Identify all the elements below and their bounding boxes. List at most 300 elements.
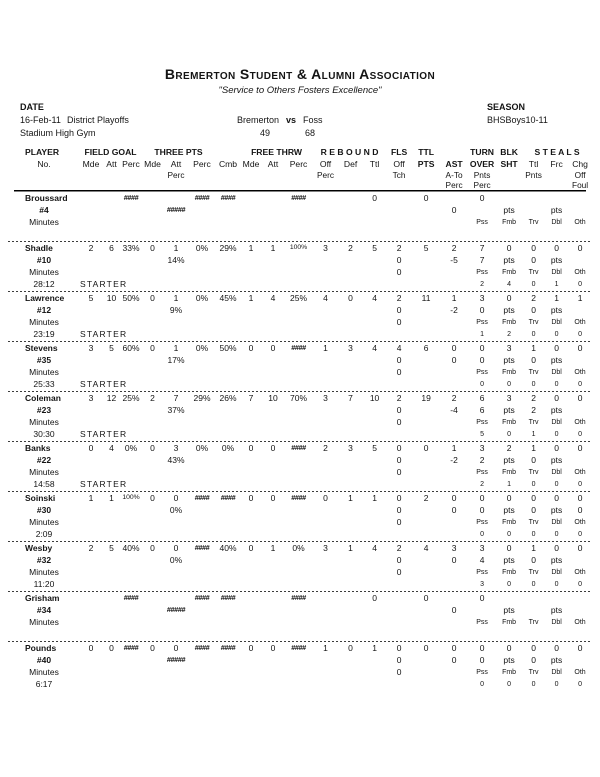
stat-value [496,192,522,204]
stat-value: 1 [270,243,276,253]
stat-cell [262,354,284,366]
stat-cell [440,478,468,490]
col-sub3 [121,180,141,190]
stat-value: 3 [479,543,485,553]
oth-label: Oth [574,418,586,426]
stat-cell [386,578,412,590]
col-sub: Ttl [369,159,380,169]
col-sub2: Pnts [525,170,542,180]
stat-cell [240,604,262,616]
stat-value: #### [291,593,306,602]
steal-sub-value [568,654,592,666]
stat-cell [188,678,216,690]
starter-label [80,628,141,640]
col-group-steals: S T E A L S [534,147,580,157]
turnover-pnts-value [468,604,496,616]
stat-cell [313,354,338,366]
stat-cell [412,454,440,466]
stat-value: 0 [423,193,429,203]
stat-cell [412,378,440,390]
steal-sub-value: 0 [577,505,583,515]
pts-label: pts [503,405,515,415]
stat-value: 25% [290,293,308,303]
col-sub: Mde [82,159,100,169]
oth-label: Oth [574,268,586,276]
fls-tch-value: 0 [396,305,402,315]
stat-cell [121,404,141,416]
stat-cell [164,278,188,290]
stat-cell [363,678,386,690]
fls-tch-value: 0 [396,655,402,665]
pts-label: pts [503,255,515,265]
stat-cell [141,328,164,340]
stat-cell [262,204,284,216]
stat-cell [338,628,363,640]
stat-cell [188,504,216,516]
col-sub2: Perc [167,170,185,180]
stat-cell [284,316,313,328]
stat-cell [188,404,216,416]
player-number: #35 [36,355,52,365]
pts-label: pts [503,505,515,515]
steal-sub-value: 0 [531,355,536,365]
stat-cell [188,266,216,278]
stat-cell [141,478,164,490]
stat-value: #### [291,443,306,452]
stat-cell [240,228,262,240]
minutes-label: Minutes [29,267,59,277]
player-name: Lawrence [25,293,65,303]
misc-stat-value [522,228,545,240]
stat-value: 0% [124,443,138,453]
oth-label: Oth [574,618,586,626]
misc-stat-value [468,628,496,640]
dbl-label: Dbl [551,268,562,276]
pts-label: pts [550,555,563,565]
stat-cell [284,478,313,490]
stat-cell [440,666,468,678]
stat-value: 1 [451,293,457,303]
stat-value [386,592,412,604]
dbl-label: Dbl [551,518,562,526]
stat-cell [121,354,141,366]
stat-cell [440,466,468,478]
stat-cell [188,478,216,490]
col-sub2 [121,170,141,180]
stat-cell [240,554,262,566]
stat-value: 3 [348,343,353,353]
col-sub2 [216,170,240,180]
stat-value: 2 [451,393,457,403]
stat-value: 33% [122,243,140,253]
stat-cell [141,304,164,316]
stat-cell [240,504,262,516]
col-sub2 [141,170,164,180]
stat-cell [102,316,121,328]
stat-value: 19 [421,393,431,403]
stat-value: 0 [577,643,583,653]
stat-value: 10 [268,393,278,403]
stat-value: 4 [270,293,276,303]
stat-cell [338,516,363,528]
stat-cell [284,404,313,416]
stat-cell [262,454,284,466]
stat-cell [121,466,141,478]
starter-label: STARTER [80,379,128,389]
stat-cell [313,466,338,478]
col-sub2: Perc [317,170,335,180]
stat-cell [412,304,440,316]
stat-value: 0 [506,293,512,303]
stat-cell [216,378,240,390]
stat-cell [412,478,440,490]
fls-tch-value: 0 [396,555,402,565]
stat-cell [102,204,121,216]
stat-cell [102,504,121,516]
stat-cell [338,266,363,278]
stat-value: 0 [173,643,179,653]
fmb-label: Fmb [502,418,517,426]
stat-cell [262,516,284,528]
threept-att-perc: ##### [166,205,186,214]
stat-cell [363,204,386,216]
minutes-label: Minutes [29,667,59,677]
stat-value: 0 [554,393,559,403]
stat-cell [363,266,386,278]
stat-value: 6 [423,343,429,353]
stat-cell [121,216,141,228]
stat-value: 6 [109,243,114,253]
pts-label: pts [503,355,515,365]
stat-cell [80,304,102,316]
fls-third-value: 0 [396,517,402,527]
stat-cell [240,316,262,328]
stat-value: 1 [248,293,254,303]
stat-cell [313,278,338,290]
minutes-label: Minutes [29,367,59,377]
stat-cell [284,378,313,390]
stat-cell [412,604,440,616]
stat-cell [240,654,262,666]
stat-cell [262,428,284,440]
stat-value: 1 [88,493,94,503]
stat-cell [216,566,240,578]
stat-cell [121,254,141,266]
stat-value: 0 [479,493,485,503]
stat-value [313,192,338,204]
stat-value: 0 [423,593,429,603]
stat-cell [363,604,386,616]
stat-cell [188,528,216,540]
misc-stat-value: 0 [554,430,559,438]
stat-cell [412,428,440,440]
stat-cell [188,304,216,316]
stat-cell [284,666,313,678]
minutes-value [8,628,80,640]
stat-cell [188,316,216,328]
col-sub2 [545,170,568,180]
stat-value: 4 [323,293,328,303]
stat-cell [284,454,313,466]
stat-cell [363,566,386,578]
stat-cell [440,678,468,690]
stat-cell [412,578,440,590]
stat-cell [240,204,262,216]
col-sub3 [141,180,164,190]
stat-cell [440,578,468,590]
stat-value: #### [291,343,306,352]
player-number: #10 [36,255,52,265]
col-sub3 [216,180,240,190]
stat-cell [412,266,440,278]
pts-label: pts [503,605,515,615]
stat-cell [363,478,386,490]
stat-value: 0 [88,443,94,453]
stat-cell [363,666,386,678]
stat-cell [188,454,216,466]
stat-cell [262,316,284,328]
stat-value: 3 [88,343,94,353]
stat-cell [80,616,102,628]
misc-stat-value: 0 [507,380,512,388]
pts-label: pts [503,655,515,665]
stat-cell [313,516,338,528]
stat-value: 0 [270,443,276,453]
stat-cell [80,666,102,678]
col-steal-ttl: Ttl [528,159,539,169]
stat-cell [164,516,188,528]
stat-cell [313,478,338,490]
stat-cell [313,304,338,316]
stat-value: 2 [396,293,402,303]
misc-stat-value [496,228,522,240]
stat-cell [216,454,240,466]
stat-cell [262,216,284,228]
stat-cell [262,304,284,316]
stat-cell [262,654,284,666]
minutes-value: 14:58 [33,479,55,489]
stat-cell [262,278,284,290]
stat-cell [102,466,121,478]
pts-label: pts [550,505,563,515]
stat-cell [440,278,468,290]
fls-tch-value: 0 [396,255,402,265]
misc-stat-value: 0 [578,380,583,388]
stat-value: 4 [423,543,429,553]
stat-cell [216,428,240,440]
stat-value: 100% [289,244,308,251]
col-sub: Cmb [218,159,238,169]
misc-stat-value [468,228,496,240]
stat-value: 1 [531,343,536,353]
fls-third-value: 0 [396,667,402,677]
stat-value: 3 [506,343,512,353]
pts-label: pts [550,205,563,215]
player-name: Wesby [25,543,53,553]
col-sub3: Perc [445,180,463,190]
stat-value: 0 [451,493,457,503]
stat-value: 0 [531,643,536,653]
minutes-value: 30:30 [33,429,55,439]
misc-stat-value: 0 [507,680,512,688]
minutes-label: Minutes [29,317,59,327]
stat-cell [363,616,386,628]
stat-cell [262,504,284,516]
stat-cell [240,578,262,590]
stat-cell [363,454,386,466]
stat-value: 5 [109,343,114,353]
col-sht: SHT [500,159,518,169]
player-number: #22 [36,455,52,465]
minutes-label: Minutes [29,217,59,227]
stat-cell [216,266,240,278]
stat-cell [188,604,216,616]
fmb-label: Fmb [502,468,517,476]
fls-tch-value: 0 [396,355,402,365]
pss-label: Pss [476,518,488,526]
stat-cell [262,566,284,578]
fmb-label: Fmb [502,218,517,226]
stat-value: 0 [372,593,377,603]
stat-cell [121,204,141,216]
stat-cell [80,216,102,228]
col-sub2: Tch [392,170,406,180]
stat-cell [313,328,338,340]
stat-cell [102,516,121,528]
stat-cell [338,428,363,440]
stat-cell [412,628,440,640]
col-sub3 [188,180,216,190]
stat-cell [216,328,240,340]
stat-value: 7 [248,393,254,403]
threept-att-perc: 37% [167,405,185,415]
stat-cell [412,354,440,366]
pts-label: pts [503,555,515,565]
stat-cell [188,616,216,628]
stat-cell [412,216,440,228]
page-subtitle: "Service to Others Fosters Excellence" [218,85,382,96]
stat-cell [386,228,412,240]
stat-value: 11 [421,293,431,303]
stat-value: 1 [372,643,377,653]
misc-stat-value: 0 [531,330,536,338]
misc-stat-value: 0 [578,530,583,538]
stat-cell [240,354,262,366]
stat-cell [188,278,216,290]
stat-cell [141,528,164,540]
stat-cell [216,554,240,566]
stat-cell [216,278,240,290]
turnover-pnts-value: 6 [479,405,485,415]
stat-value [440,192,468,204]
stat-cell [262,678,284,690]
stat-cell [440,146,468,158]
stat-cell [313,578,338,590]
stat-cell [338,416,363,428]
stat-value: 0% [221,443,235,453]
stat-cell [284,466,313,478]
stat-cell [164,428,188,440]
steal-sub-value [568,554,592,566]
threept-att-perc: ##### [166,655,186,664]
col-sub3 [164,180,188,190]
stat-cell [313,666,338,678]
stat-value: 1 [348,543,353,553]
stat-value: 0 [554,643,559,653]
stat-cell [188,204,216,216]
col-over: OVER [469,159,495,169]
stat-value: #### [220,593,236,602]
stat-cell [141,378,164,390]
stat-cell [80,566,102,578]
stat-value [568,192,592,204]
stat-value: 0 [396,443,402,453]
ast-ato-value: 0 [451,505,457,515]
turnover-pnts-value: 0 [479,655,485,665]
stat-value: 29% [219,243,237,253]
stat-value: 0 [531,243,536,253]
dbl-label: Dbl [551,568,562,576]
stat-value: 0 [506,643,512,653]
stat-cell [188,216,216,228]
stat-cell [216,678,240,690]
stat-cell [262,328,284,340]
stat-cell [313,654,338,666]
stat-cell [412,566,440,578]
stat-cell [240,454,262,466]
stat-value: 5 [88,293,94,303]
stat-value: 2 [88,243,94,253]
stat-cell [164,328,188,340]
stat-value: 0 [248,443,254,453]
stat-cell [338,616,363,628]
stat-value: 1 [372,493,377,503]
stat-value: 0 [270,343,276,353]
stat-value: 1 [173,343,179,353]
stat-cell [412,528,440,540]
stat-value: 3 [348,443,353,453]
stat-cell [102,254,121,266]
stat-value: 0 [248,493,254,503]
col-sub3 [284,180,313,190]
stat-cell [164,216,188,228]
stat-cell [80,404,102,416]
threept-att-perc: 0% [169,555,183,565]
stat-cell [363,254,386,266]
stat-cell [412,666,440,678]
stat-cell [188,516,216,528]
stat-cell [121,666,141,678]
misc-stat-value: 0 [578,280,583,288]
stat-value: 0 [451,343,457,353]
pss-label: Pss [476,268,488,276]
trv-label: Trv [528,368,539,376]
stat-value [568,592,592,604]
stat-cell [240,428,262,440]
stat-cell [440,216,468,228]
minutes-value [8,228,80,240]
stat-cell [338,404,363,416]
steal-sub-value [568,354,592,366]
player-name: Banks [25,443,51,453]
threept-att-perc: 0% [169,505,183,515]
stat-cell [216,228,240,240]
steal-sub-value: 0 [531,505,536,515]
stat-cell [141,604,164,616]
stat-value: #### [194,543,210,552]
stat-cell [121,454,141,466]
stat-cell [141,578,164,590]
